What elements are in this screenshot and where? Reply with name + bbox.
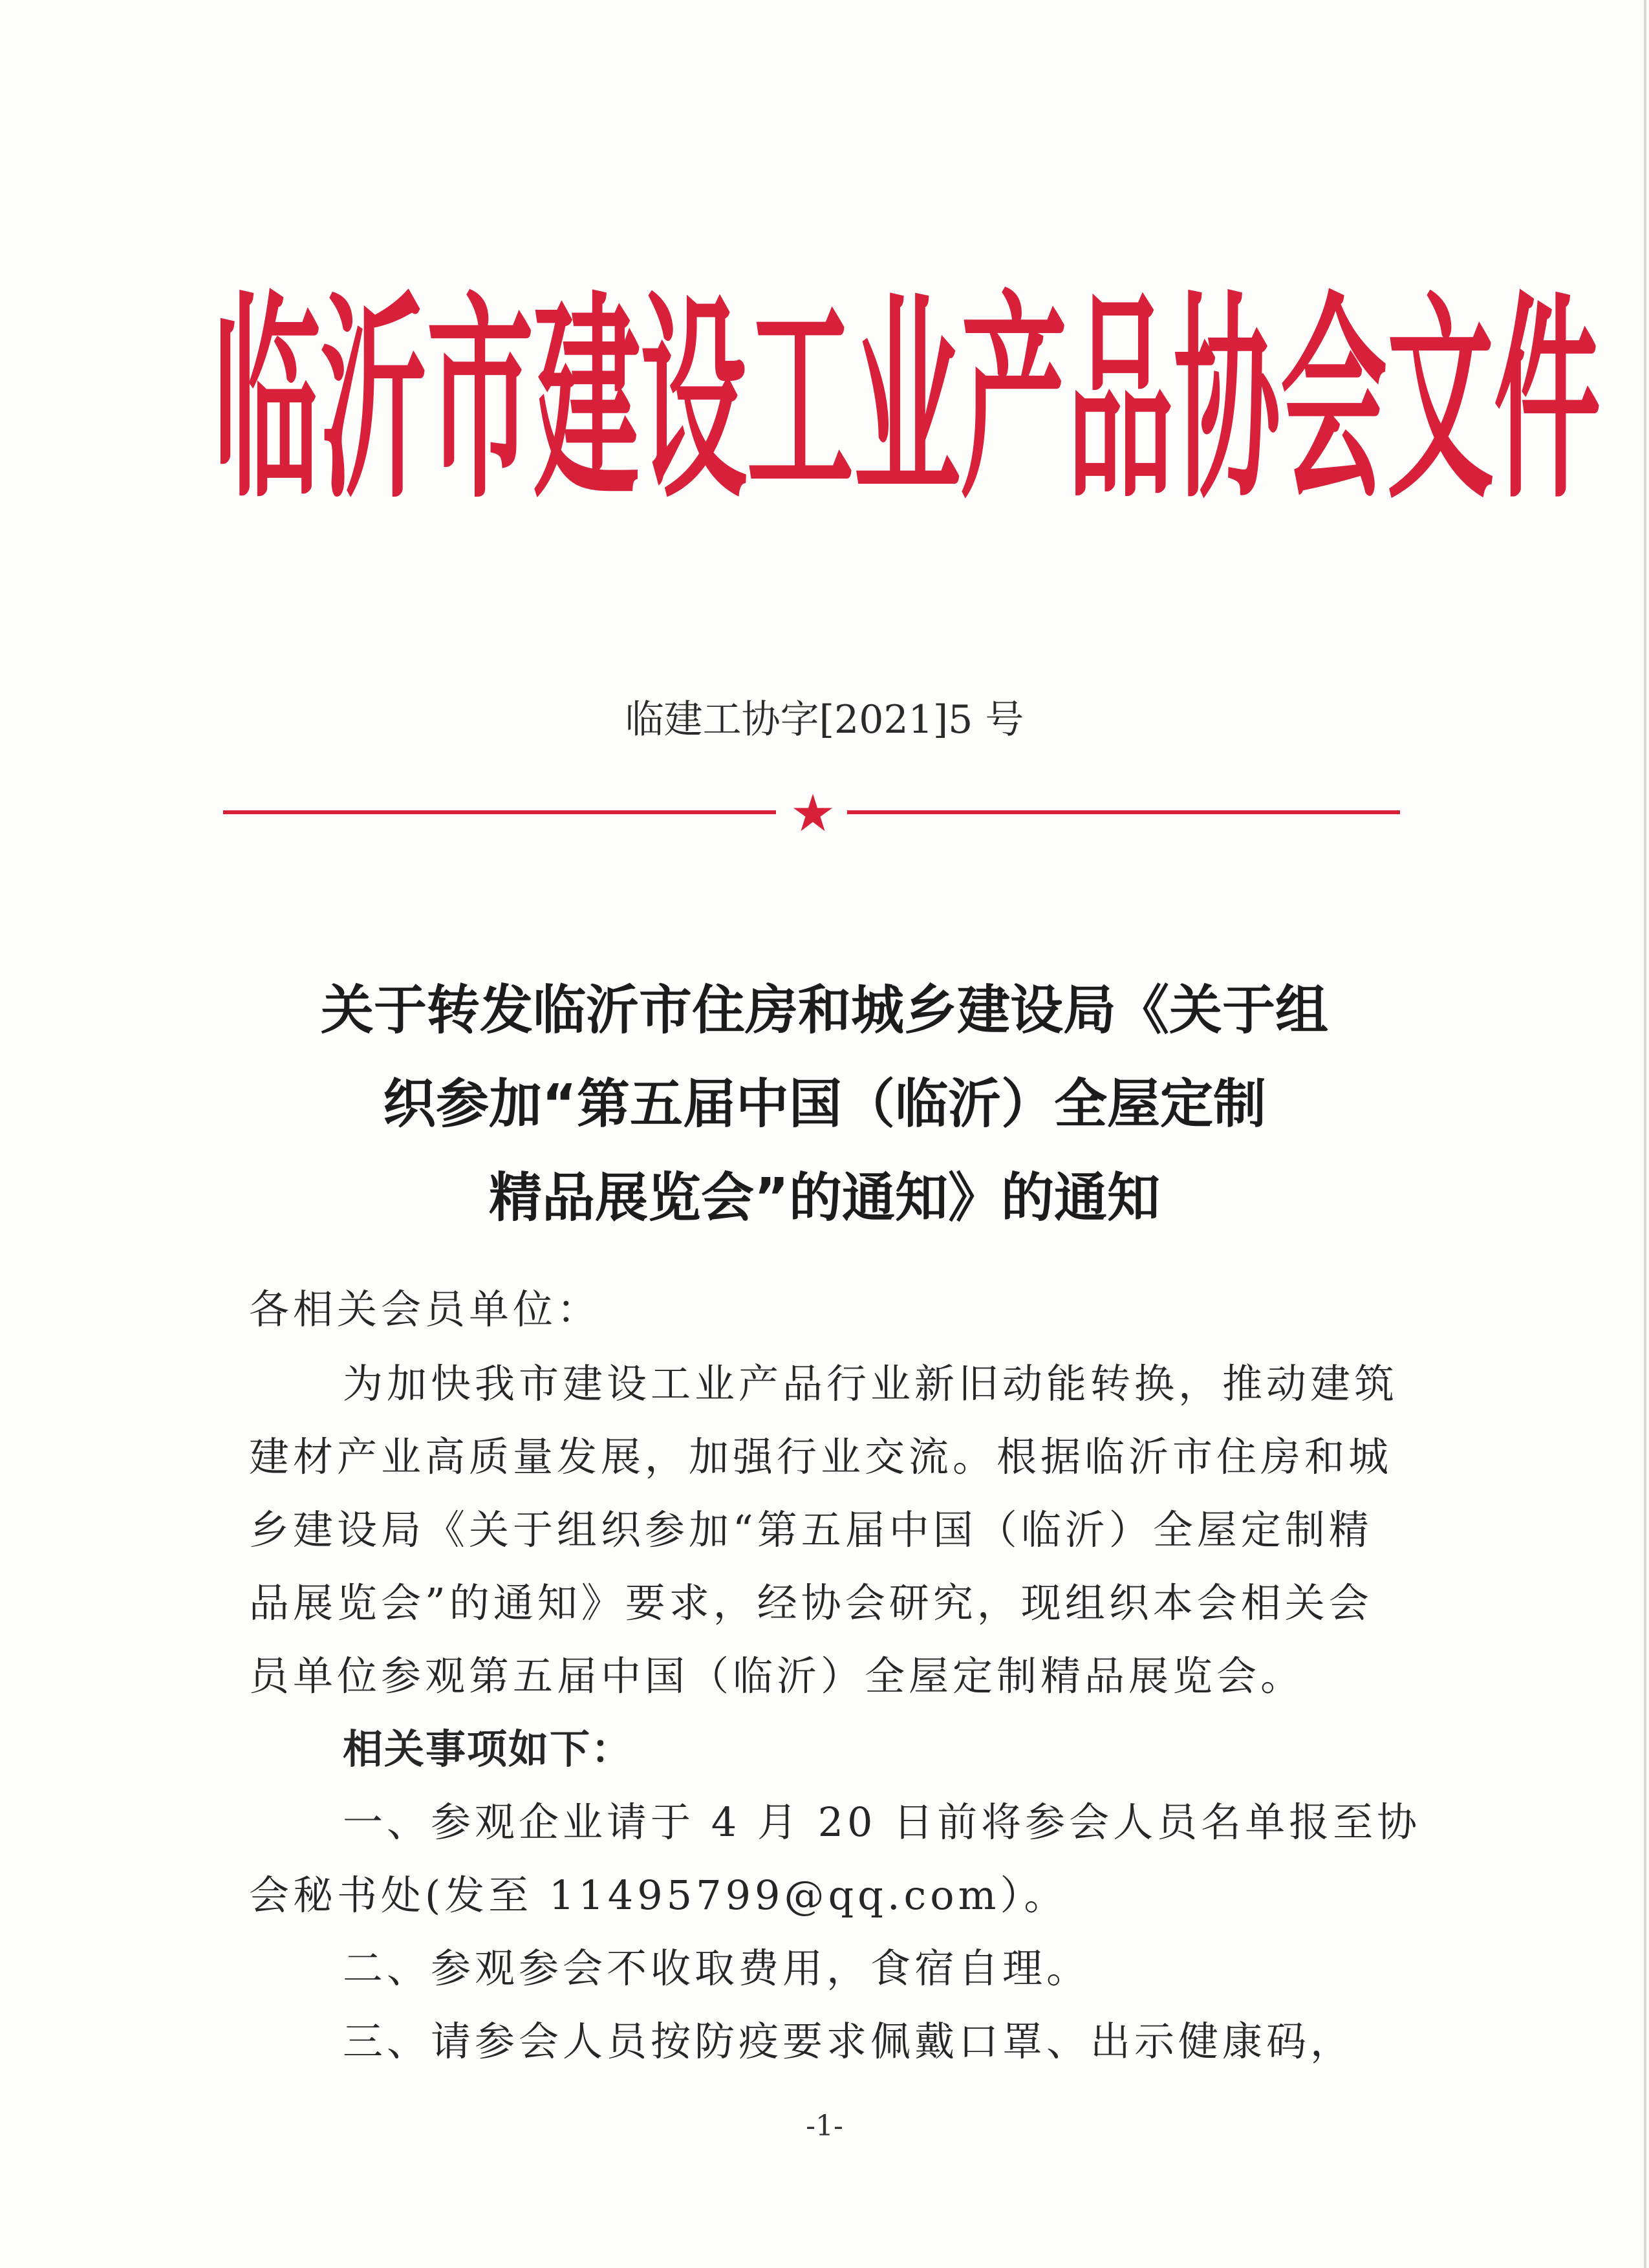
- items-heading: 相关事项如下：: [343, 1725, 633, 1773]
- salutation: 各相关会员单位：: [249, 1286, 601, 1333]
- masthead-char: 业: [854, 273, 960, 528]
- red-divider: [223, 792, 1400, 831]
- masthead-char: 市: [427, 273, 534, 528]
- item-two: 二、参观参会不收取费用，食宿自理。: [343, 1945, 1091, 1992]
- item-one-line: 一、参观企业请于 4 月 20 日前将参会人员名单报至协: [343, 1798, 1421, 1846]
- document-title: [194, 964, 1455, 1245]
- masthead-char: 沂: [320, 273, 427, 528]
- paragraph-line: 员单位参观第五届中国（临沂）全屋定制精品展览会。: [249, 1652, 1305, 1700]
- masthead-char: 临: [213, 273, 320, 528]
- document-number: 临建工协字[2021]5 号: [625, 697, 1024, 742]
- paragraph-line: 品展览会”的通知》要求，经协会研究，现组织本会相关会: [249, 1579, 1373, 1626]
- scan-edge: [1644, 0, 1646, 2268]
- paragraph-line: 为加快我市建设工业产品行业新旧动能转换，推动建筑: [343, 1360, 1399, 1407]
- item-one-line: 会秘书处(发至 11495799@qq.com）。: [249, 1872, 1068, 1919]
- divider-line-left: [223, 810, 776, 814]
- masthead-char: 工: [747, 273, 854, 528]
- masthead-char: 文: [1387, 273, 1494, 528]
- title-line: 关于转发临沂市住房和城乡建设局《关于组: [320, 980, 1328, 1041]
- paragraph-line: 乡建设局《关于组织参加“第五届中国（临沂）全屋定制精: [249, 1506, 1373, 1553]
- paragraph-line: 建材产业高质量发展，加强行业交流。根据临沂市住房和城: [249, 1433, 1393, 1480]
- title-line: 精品展览会”的通知》的通知: [489, 1167, 1160, 1229]
- page-number: -1-: [806, 2110, 843, 2143]
- masthead-char: 产: [960, 273, 1067, 528]
- masthead: [213, 272, 1600, 530]
- masthead-char: 会: [1280, 273, 1387, 528]
- title-line: 织参加“第五届中国（临沂）全屋定制: [383, 1074, 1266, 1135]
- masthead-char: 件: [1494, 273, 1600, 528]
- divider-line-right: [847, 810, 1400, 814]
- item-three: 三、请参会人员按防疫要求佩戴口罩、出示健康码，: [343, 2018, 1355, 2065]
- masthead-char: 建: [534, 273, 640, 528]
- star-icon: [792, 792, 834, 834]
- masthead-char: 设: [640, 273, 747, 528]
- masthead-char: 协: [1174, 273, 1280, 528]
- masthead-char: 品: [1067, 273, 1174, 528]
